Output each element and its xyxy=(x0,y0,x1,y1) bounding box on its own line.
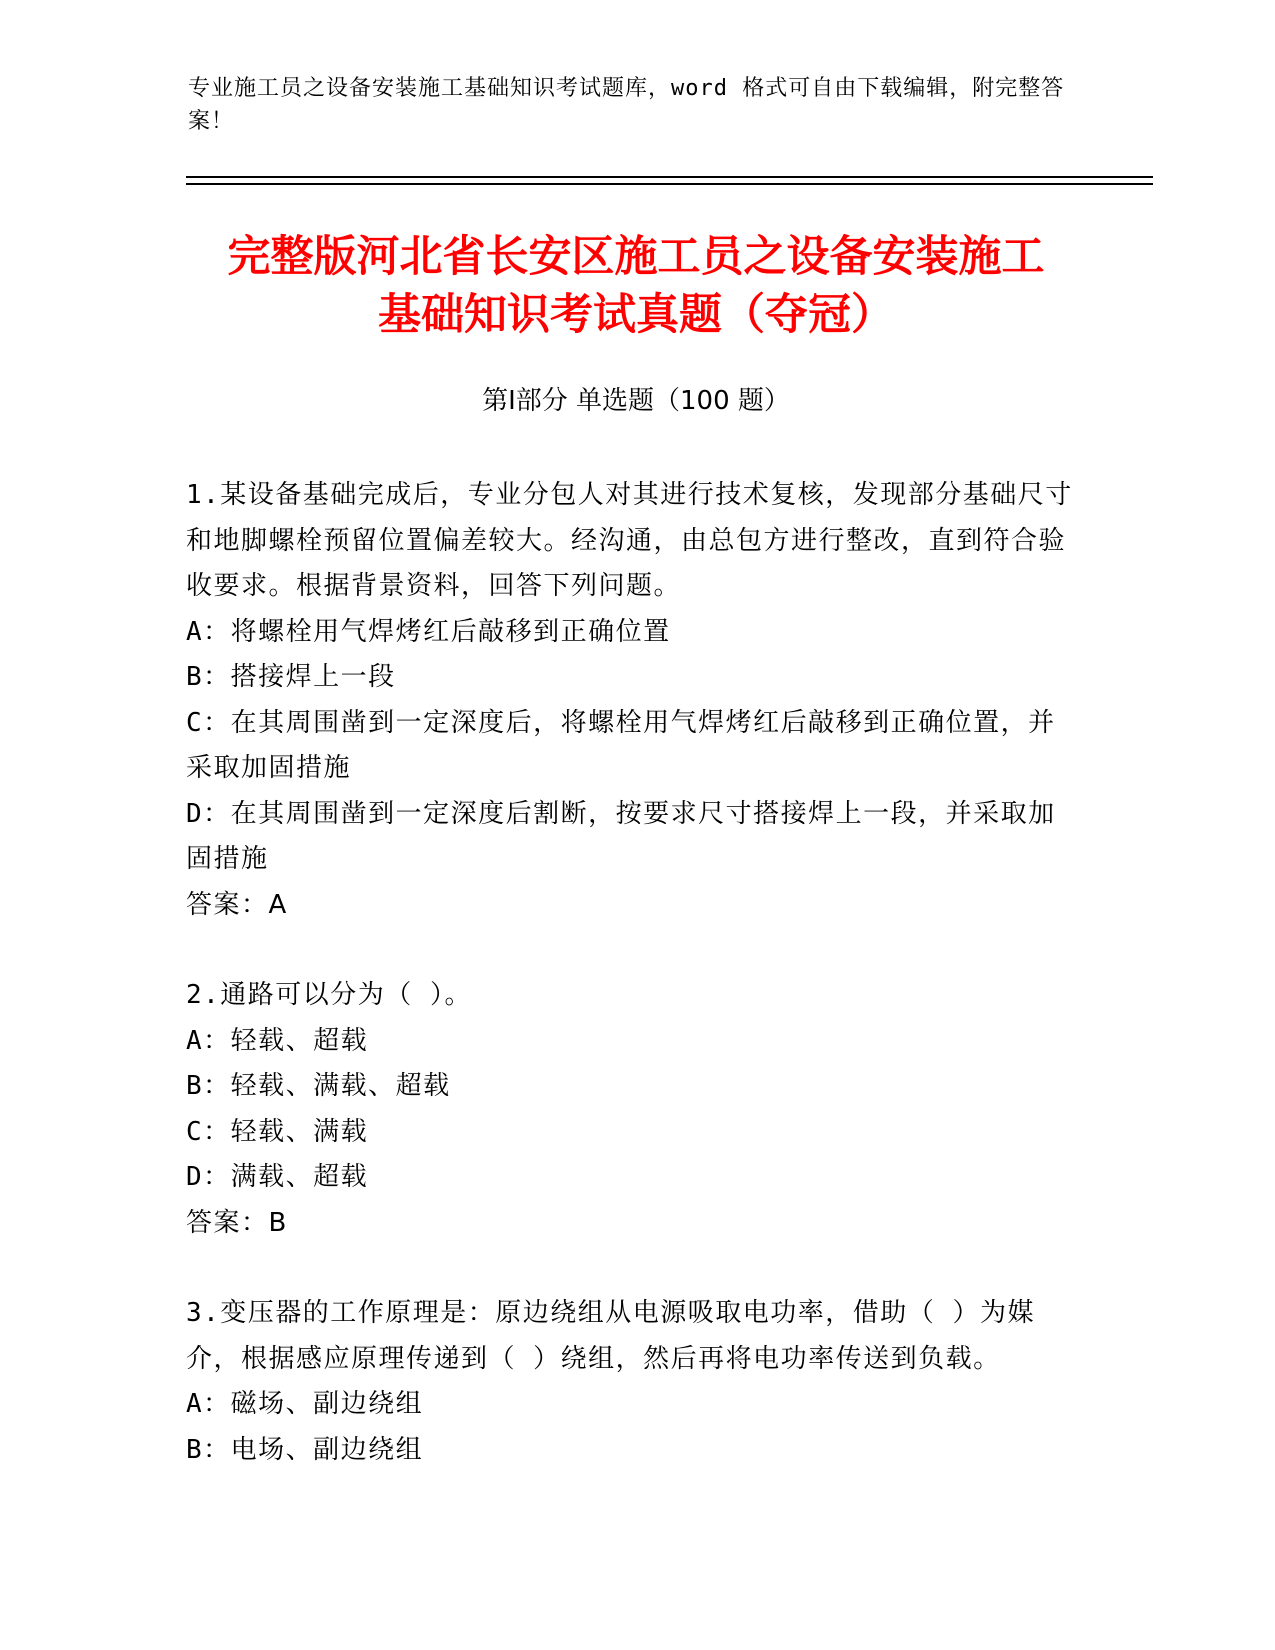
option-d: D：在其周围凿到一定深度后割断，按要求尺寸搭接焊上一段，并采取加固措施 xyxy=(186,798,1056,874)
option-b: B：电场、副边绕组 xyxy=(186,1434,424,1465)
option-b: B：轻载、满载、超载 xyxy=(186,1071,451,1101)
header-rule-bottom xyxy=(186,183,1153,185)
question-stem: 3.变压器的工作原理是：原边绕组从电源吸取电功率，借助（ ）为媒介，根据感应原理传递到（ ）绕组，然后再将电功率传送到负载。 xyxy=(186,1298,1035,1374)
option-a: A：轻载、超载 xyxy=(186,1025,369,1056)
answer: 答案：A xyxy=(186,889,288,920)
question-stem: 1.某设备基础完成后，专业分包人对其进行技术复核，发现部分基础尺寸和地脚螺栓预留位置偏差较大。经沟通，由总包方进行整改，直到符合验收要求。根据背景资料，回答下列问题。 xyxy=(186,480,1073,601)
document-title xyxy=(186,228,1086,344)
option-d: D：满载、超载 xyxy=(186,1162,369,1192)
option-b: B：搭接焊上一段 xyxy=(186,662,396,692)
header-note: 专业施工员之设备安装施工基础知识考试题库，word 格式可自由下载编辑，附完整答案！ xyxy=(188,76,1065,134)
question-2 xyxy=(186,973,1076,1246)
question-list xyxy=(186,473,1076,1518)
option-c: C：轻载、满载 xyxy=(186,1116,369,1147)
question-stem: 2.通路可以分为（ ）。 xyxy=(186,980,472,1010)
document-title-line1: 完整版河北省长安区施工员之设备安装施工 xyxy=(227,232,1045,282)
option-a: A：磁场、副边绕组 xyxy=(186,1389,424,1419)
header-rule-top xyxy=(186,176,1153,178)
document-title-line2: 基础知识考试真题（夺冠） xyxy=(378,290,894,340)
answer: 答案：B xyxy=(186,1207,288,1238)
question-3 xyxy=(186,1291,1076,1473)
option-a: A：将螺栓用气焊烤红后敲移到正确位置 xyxy=(186,616,671,647)
question-1 xyxy=(186,473,1076,928)
option-c: C：在其周围凿到一定深度后，将螺栓用气焊烤红后敲移到正确位置，并采取加固措施 xyxy=(186,707,1056,783)
section-heading: 第Ⅰ部分 单选题（100 题） xyxy=(482,386,790,416)
